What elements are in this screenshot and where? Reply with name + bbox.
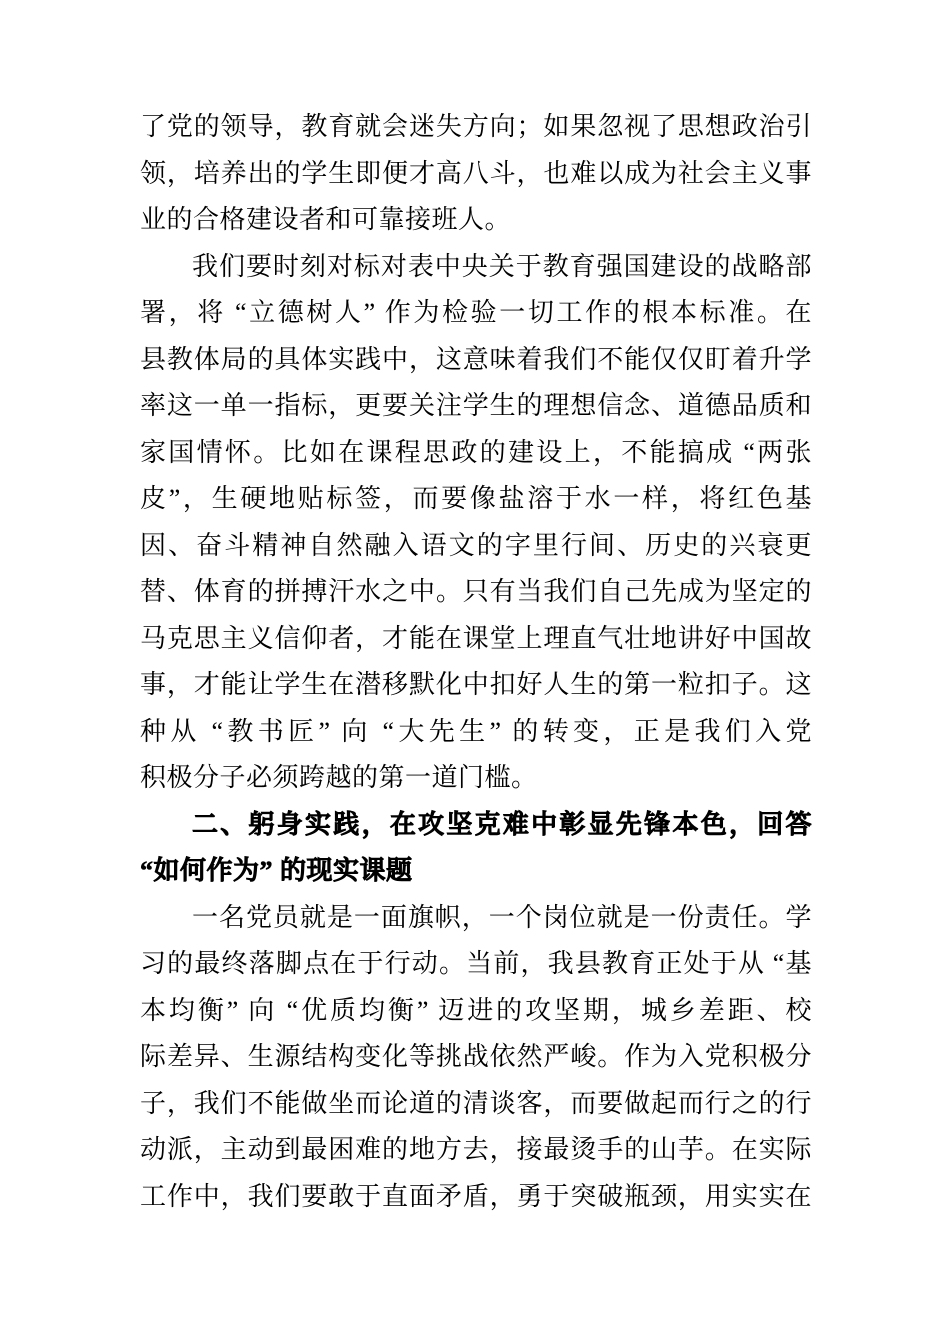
text-line: 子，我们不能做坐而论道的清谈客，而要做起而行之的行 [140, 1088, 812, 1118]
text-line: 皮”，生硬地贴标签，而要像盐溶于水一样，将红色基 [140, 484, 812, 513]
body-paragraph-practice [140, 895, 812, 1221]
section-heading-2 [140, 802, 812, 895]
text-line: 一名党员就是一面旗帜，一个岗位就是一份责任。学 [192, 902, 812, 932]
text-line: 替、体育的拼搏汗水之中。只有当我们自己先成为坚定的 [140, 577, 812, 606]
page-text-block [140, 104, 812, 1220]
text-line: 因、奋斗精神自然融入语文的字里行间、历史的兴衰更 [140, 530, 812, 560]
text-line: 县教体局的具体实践中，这意味着我们不能仅仅盯着升学 [140, 344, 812, 374]
text-line: 积极分子必须跨越的第一道门槛。 [140, 763, 538, 792]
text-line: 习的最终落脚点在于行动。当前，我县教育正处于从 “基 [140, 949, 812, 978]
body-paragraph-continuation [140, 104, 812, 244]
text-line: 业的合格建设者和可靠接班人。 [140, 205, 512, 234]
text-line: 马克思主义信仰者，才能在课堂上理直气壮地讲好中国故 [140, 623, 812, 653]
body-paragraph-lide-shuren [140, 244, 812, 802]
text-line: 本均衡” 向 “优质均衡” 迈进的攻坚期，城乡差距、校 [140, 995, 812, 1025]
text-line: 我们要时刻对标对表中央关于教育强国建设的战略部 [192, 251, 812, 281]
text-line: “如何作为” 的现实课题 [140, 856, 413, 885]
text-line: 工作中，我们要敢于直面矛盾，勇于突破瓶颈，用实实在 [140, 1181, 812, 1211]
text-line: 种从 “教书匠” 向 “大先生” 的转变，正是我们入党 [140, 716, 812, 746]
text-line: 二、躬身实践，在攻坚克难中彰显先锋本色，回答 [192, 809, 812, 839]
text-line: 动派，主动到最困难的地方去，接最烫手的山芋。在实际 [140, 1135, 812, 1164]
text-line: 事，才能让学生在潜移默化中扣好人生的第一粒扣子。这 [140, 670, 812, 699]
text-line: 际差异、生源结构变化等挑战依然严峻。作为入党积极分 [140, 1042, 812, 1071]
text-line: 家国情怀。比如在课程思政的建设上，不能搞成 “两张 [140, 437, 812, 467]
text-line: 领，培养出的学生即便才高八斗，也难以成为社会主义事 [140, 158, 812, 188]
text-line: 了党的领导，教育就会迷失方向；如果忽视了思想政治引 [140, 112, 812, 141]
text-line: 率这一单一指标，更要关注学生的理想信念、道德品质和 [140, 391, 812, 420]
text-line: 署，将 “立德树人” 作为检验一切工作的根本标准。在 [140, 298, 812, 327]
